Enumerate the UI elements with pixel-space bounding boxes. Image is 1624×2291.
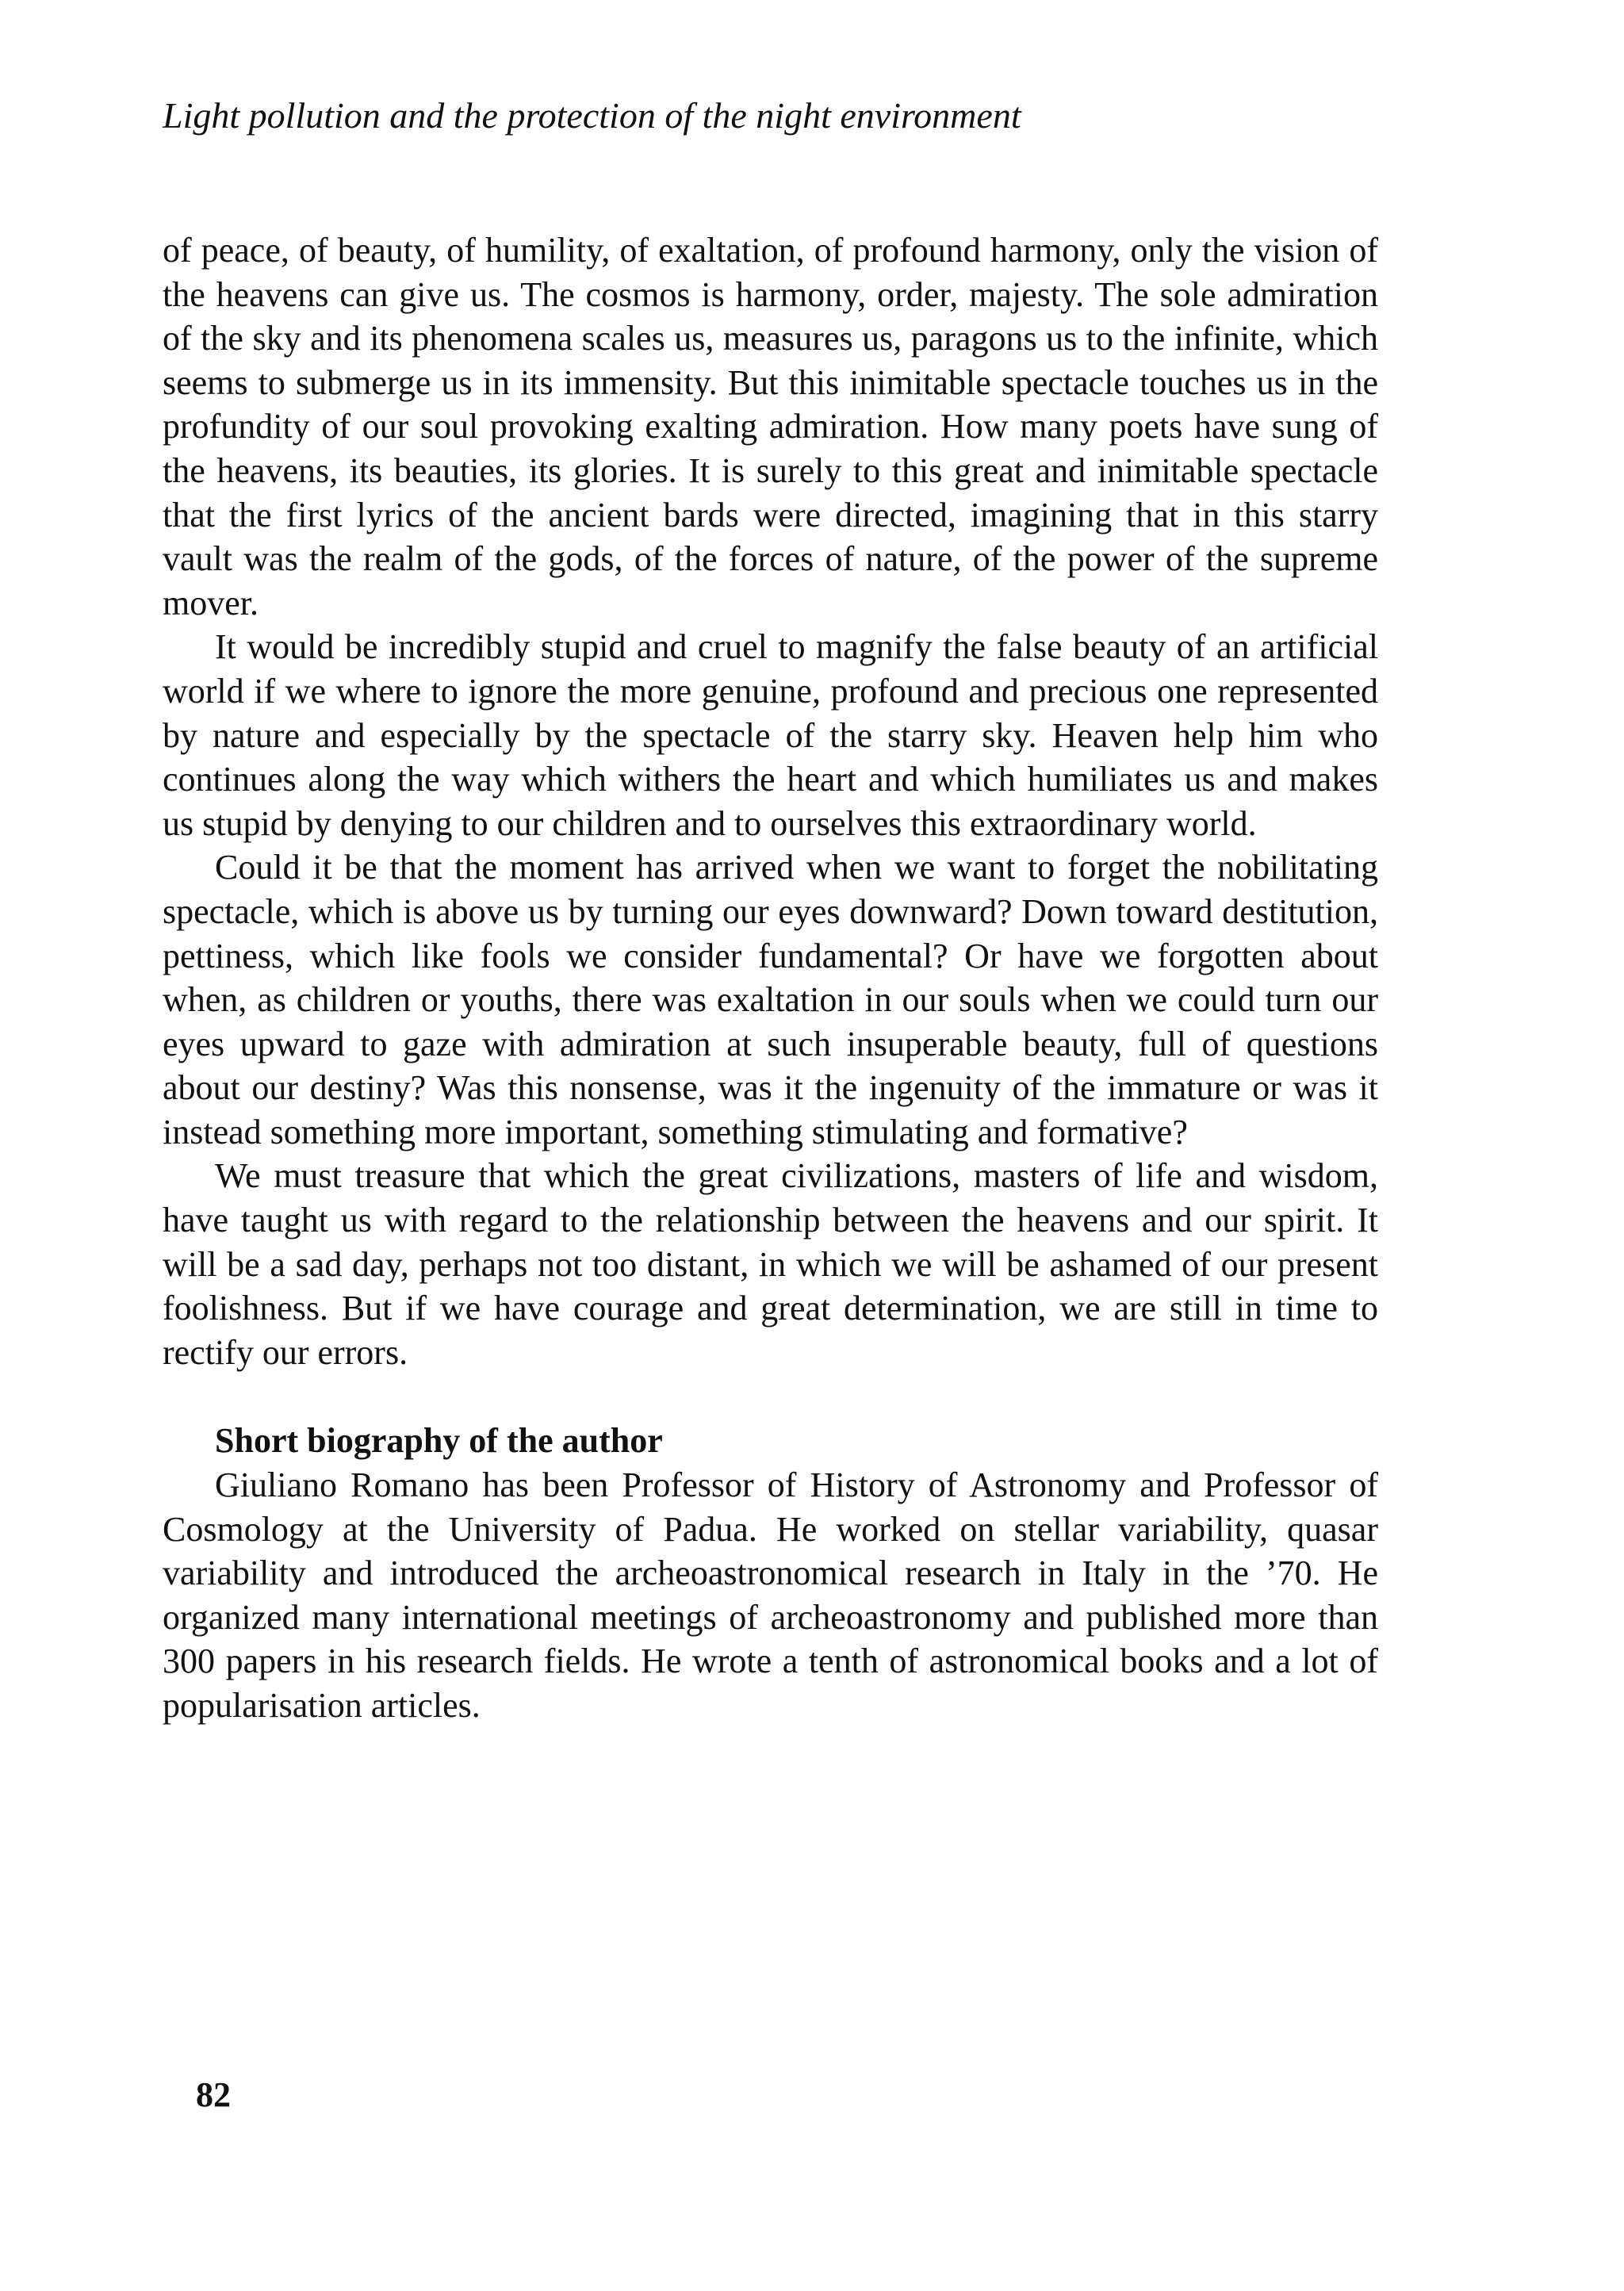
- body-text: [163, 228, 1378, 1728]
- paragraph: We must treasure that which the great civilizations, masters of life and wisdom, have taught us with regard to the relationship between the heavens and our spirit. It will be a sad day, perhaps not too distant, in which we will be ashamed of our present foolishness. But if we have courage and great determination, we are still in time to rectify our errors.: [163, 1156, 1378, 1372]
- paragraph: It would be incredibly stupid and cruel to magnify the false beauty of an artificial world if we where to ignore the more genuine, profound and precious one represented by nature and especially by the spectacle of the starry sky. Heaven help him who continues along the way which withers the heart and which humiliates us and makes us stupid by denying to our children and to ourselves this extraordinary world.: [163, 627, 1378, 843]
- page-number: 82: [196, 2075, 231, 2114]
- paragraph-continuation: of peace, of beauty, of humility, of exaltation, of profound harmony, only the vision of the heavens can give us. The cosmos is harmony, order, majesty. The sole admiration of the sky and its phenomena scales us, measures us, paragons us to the infinite, which seems to submerge us in its immensity. But this inimitable spectacle touches us in the profundity of our soul provoking exalting admiration. How many poets have sung of the heavens, its beauties, its glories. It is surely to this great and inimitable spectacle that the first lyrics of the ancient bards were directed, imagining that in this starry vault was the realm of the gods, of the forces of nature, of the power of the supreme mover.: [163, 231, 1378, 623]
- biography-text: Giuliano Romano has been Professor of History of Astronomy and Professor of Cosmology at the University of Padua. He worked on stellar variability, quasar variability and introduced the archeoastronomical research in Italy in the ’70. He organized many international meetings of archeoastronomy and published more than 300 papers in his research fields. He wrote a tenth of astronomical books and a lot of popularisation articles.: [163, 1465, 1378, 1725]
- running-head: Light pollution and the protection of the night environment: [163, 95, 1021, 136]
- paragraph: Could it be that the moment has arrived when we want to forget the nobilitating spectacle, which is above us by turning our eyes downward? Down toward destitution, pettiness, which like fools we consider fundamental? Or have we forgotten about when, as children or youths, there was exaltation in our souls when we could turn our eyes upward to gaze with admiration at such insuperable beauty, full of questions about our destiny? Was this nonsense, was it the ingenuity of the immature or was it instead something more important, something stimulating and formative?: [163, 848, 1378, 1151]
- biography-heading: Short biography of the author: [215, 1421, 663, 1461]
